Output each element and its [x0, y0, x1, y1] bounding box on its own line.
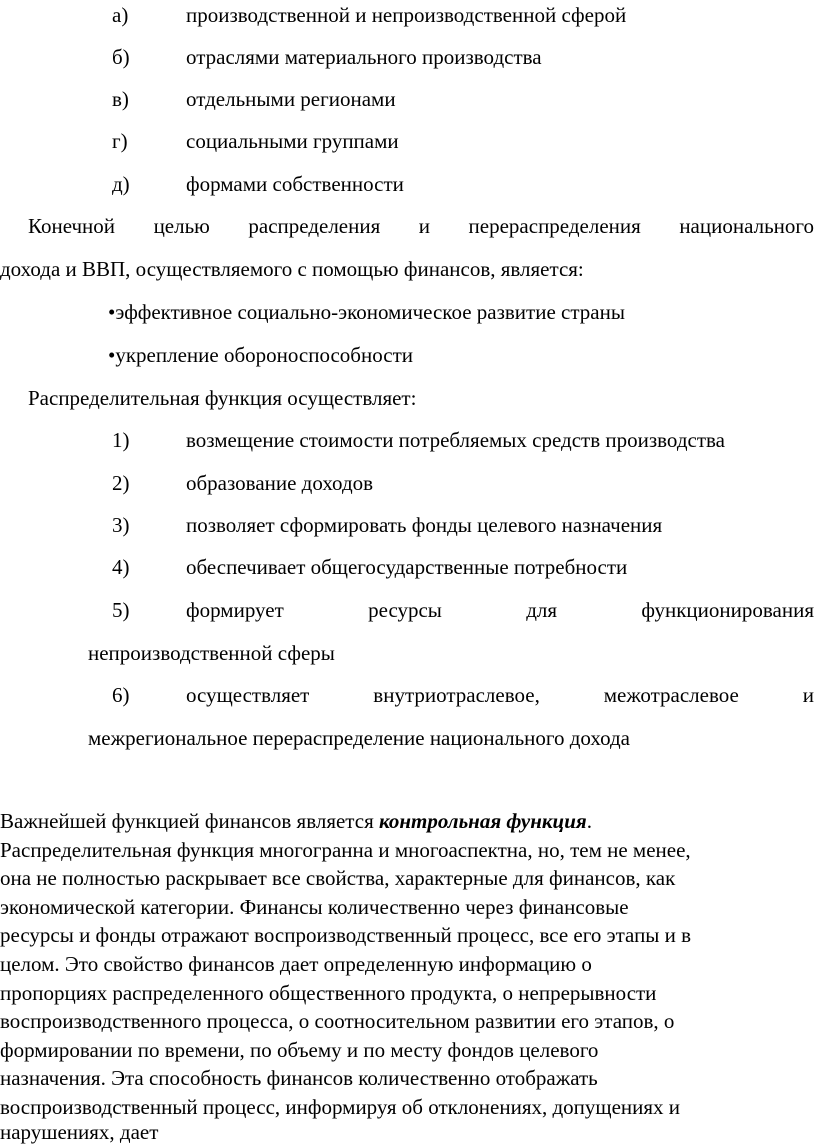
list-marker: 6) — [112, 683, 130, 707]
list-item: образование доходов — [186, 471, 374, 495]
list-marker: 5) — [112, 598, 130, 622]
list-item: отраслями материального производства — [186, 45, 542, 69]
paragraph-line: целом. Это свойство финансов дает определенную информацию о — [0, 952, 592, 976]
word: внутриотраслевое, — [373, 683, 540, 707]
word: национального — [679, 214, 814, 238]
list-marker: г) — [112, 129, 128, 153]
list-marker: 2) — [112, 471, 130, 495]
word: осуществляет — [186, 683, 310, 707]
list-item: социальными группами — [186, 129, 399, 153]
list-marker: а) — [112, 3, 129, 27]
paragraph-line — [28, 216, 814, 237]
paragraph-line: воспроизводственного процесса, о соотносительном развитии его этапов, о — [0, 1009, 675, 1033]
paragraph-line: ресурсы и фонды отражают воспроизводственный процесс, все его этапы и в — [0, 923, 692, 947]
list-marker: б) — [112, 45, 130, 69]
intro-text: Важнейшей функцией финансов является — [0, 809, 379, 833]
paragraph-line: она не полностью раскрывает все свойства, характерные для финансов, как — [0, 866, 676, 890]
word: ресурсы — [368, 598, 442, 622]
paragraph-line: формировании по времени, по объему и по месту фондов целевого — [0, 1038, 599, 1062]
word: перераспределения — [468, 214, 641, 238]
list-marker: 4) — [112, 555, 130, 579]
word: для — [526, 598, 558, 622]
list-item: производственной и непроизводственной сферой — [186, 3, 627, 27]
paragraph-line: дохода и ВВП, осуществляемого с помощью финансов, является: — [0, 257, 584, 281]
word: межотраслевое — [603, 683, 739, 707]
list-item-continuation: непроизводственной сферы — [88, 641, 335, 665]
bullet-item: •эффективное социально-экономическое развитие страны — [108, 300, 625, 324]
word: формирует — [186, 598, 284, 622]
paragraph-line: экономической категории. Финансы количественно через финансовые — [0, 895, 629, 919]
word: распределения — [248, 214, 381, 238]
word: Конечной — [28, 214, 116, 238]
emphasis-text: контрольная функция — [378, 809, 587, 833]
list-item-continuation: межрегиональное перераспределение национального дохода — [88, 726, 630, 750]
paragraph-line: Распределительная функция осуществляет: — [28, 386, 417, 410]
paragraph-line — [0, 811, 592, 832]
paragraph-line: пропорциях распределенного общественного продукта, о непрерывности — [0, 981, 657, 1005]
list-marker: 3) — [112, 513, 130, 537]
paragraph-line: Распределительная функция многогранна и многоаспектна, но, тем не менее, — [0, 838, 691, 862]
paragraph-line: воспроизводственный процесс, информируя об отклонениях, допущениях и — [0, 1095, 681, 1119]
list-item: отдельными регионами — [186, 87, 396, 111]
bullet-item: •укрепление обороноспособности — [108, 343, 413, 367]
list-item — [186, 685, 814, 706]
list-marker: д) — [112, 172, 130, 196]
list-item — [186, 600, 814, 621]
word: и — [418, 214, 431, 238]
list-item: позволяет сформировать фонды целевого назначения — [186, 513, 663, 537]
list-item: обеспечивает общегосударственные потребности — [186, 555, 628, 579]
list-marker: в) — [112, 87, 129, 111]
paragraph-line: нарушениях, дает — [0, 1120, 159, 1144]
paragraph-line: назначения. Эта способность финансов количественно отображать — [0, 1066, 598, 1090]
word: и — [802, 683, 814, 707]
list-item: возмещение стоимости потребляемых средств производства — [186, 428, 725, 452]
word: функционирования — [641, 598, 814, 622]
word: целью — [153, 214, 210, 238]
period: . — [586, 809, 592, 833]
list-item: формами собственности — [186, 172, 404, 196]
list-marker: 1) — [112, 428, 130, 452]
